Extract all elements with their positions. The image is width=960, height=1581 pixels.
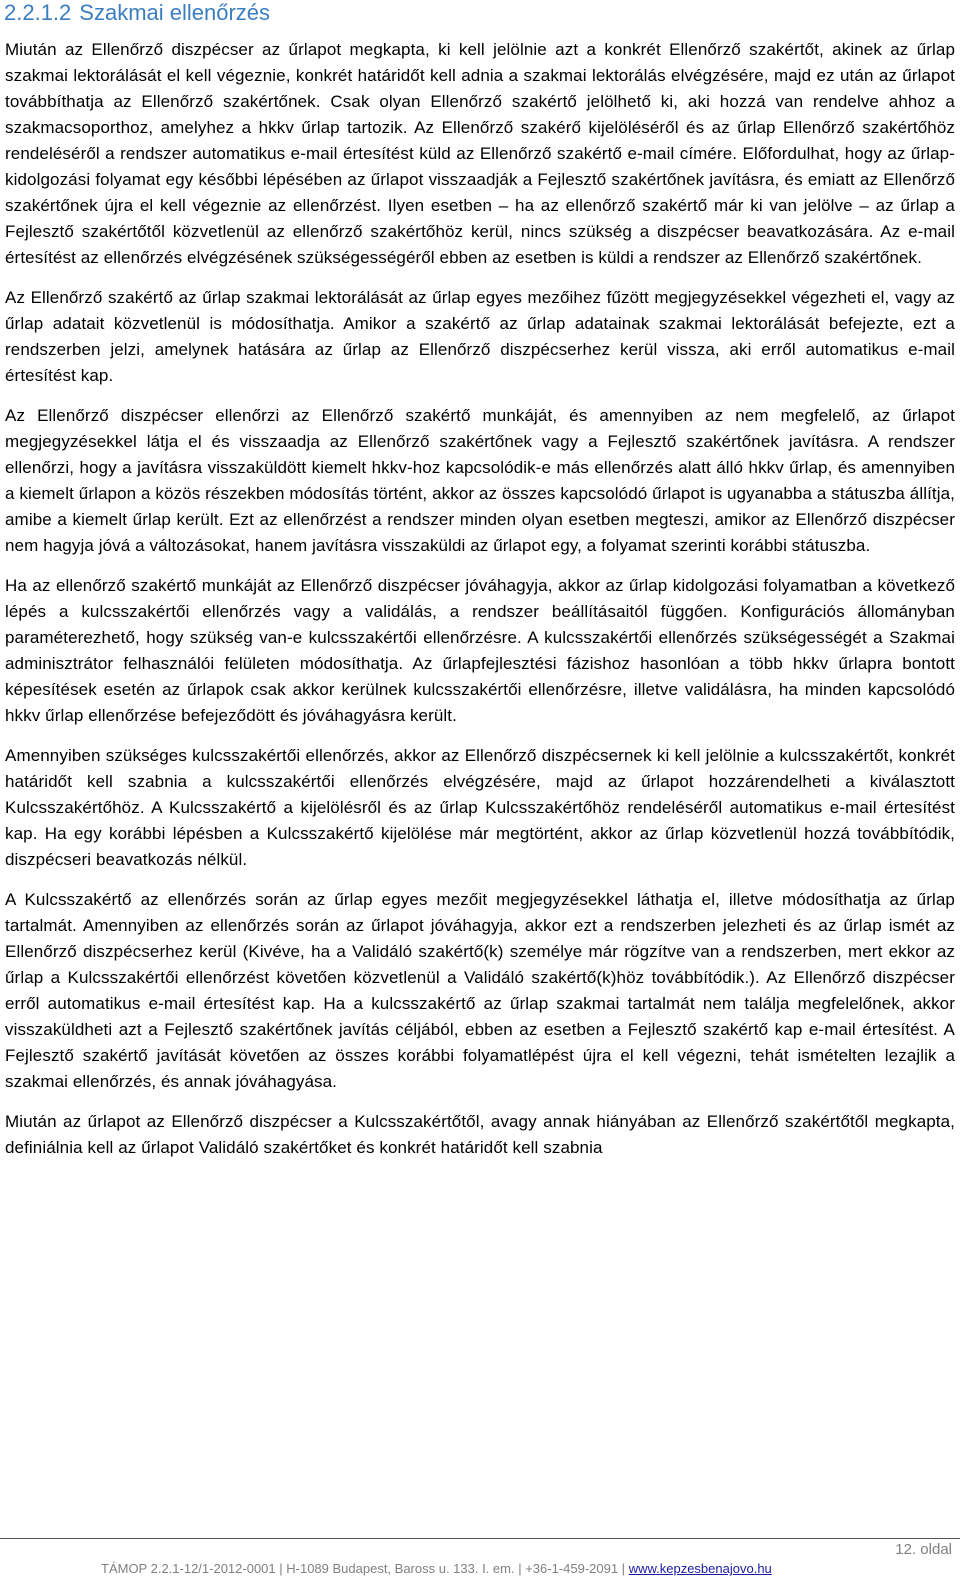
paragraph: Az Ellenőrző diszpécser ellenőrzi az Ellenőrző szakértő munkáját, és amennyiben az nem megfelelő, az űrlapot megjegyzésekkel látja el és visszaadja az Ellenőrző szakértőnek vagy a Fejlesztő szakértőnek javításra. A rendszer ellenőrzi, hogy a javításra visszaküldött kiemelt hkkv-hoz kapcsolódik-e más ellenőrzés alatt álló hkkv űrlap, és amennyiben a kiemelt űrlapon a közös részekben módosítás történt, akkor az összes kapcsolódó űrlapot is ugyanabba a státuszba állítja, amibe a kiemelt űrlap került. Ezt az ellenőrzést a rendszer minden olyan esetben megteszi, amikor az Ellenőrző diszpécser nem hagyja jóvá a változásokat, hanem javításra visszaküldi az űrlapot egy, a folyamat szerinti korábbi státuszba. (5, 406, 955, 555)
paragraph: Miután az Ellenőrző diszpécser az űrlapot megkapta, ki kell jelölnie azt a konkrét Ellenőrző szakértőt, akinek az űrlap szakmai lektorálását el kell végeznie, konkrét határidőt kell adnia a szakmai lektorálás elvégzésére, majd ez után az űrlapot továbbíthatja az Ellenőrző szakértőnek. Csak olyan Ellenőrző szakértő jelölhető ki, aki hozzá van rendelve ahhoz a szakmacsoporthoz, amelyhez a hkkv űrlap tartozik. Az Ellenőrző szakérő kijelöléséről és az űrlap Ellenőrző szakértőhöz rendeléséről a rendszer automatikus e-mail értesítést küld az Ellenőrző szakértő e-mail címére. Előfordulhat, hogy az űrlap-kidolgozási folyamat egy későbbi lépésében az űrlapot visszaadják a Fejlesztő szakértőnek javításra, és emiatt az Ellenőrző szakértőnek újra el kell végeznie az ellenőrzést. Ilyen esetben – ha az ellenőrző szakértő már ki van jelölve – az űrlap a Fejlesztő szakértőtől közvetlenül az ellenőrző szakértőhöz kerül, nincs szükség a diszpécser beavatkozására. Az e-mail értesítést az ellenőrzés elvégzésének szükségességéről ebben az esetben is küldi a rendszer az Ellenőrző szakértőnek. (5, 40, 955, 267)
footer-website-link[interactable]: www.kepzesbenajovo.hu (628, 1561, 772, 1576)
section-title: Szakmai ellenőrzés (79, 0, 271, 25)
paragraph: Miután az űrlapot az Ellenőrző diszpécser a Kulcsszakértőtől, avagy annak hiányában az Ellenőrző szakértőtől megkapta, definiálnia kell az űrlapot Validáló szakértőket és konkrét határidőt kell szabnia (5, 1112, 955, 1157)
paragraph: Ha az ellenőrző szakértő munkáját az Ellenőrző diszpécser jóváhagyja, akkor az űrlap kidolgozási folyamatban a következő lépés a kulcsszakértői ellenőrzés vagy a validálás, a rendszer beállításaitól függően. Konfigurációs állományban paraméterezhető, hogy szükség van-e kulcsszakértői ellenőrzésre. A kulcsszakértői ellenőrzés szükségességét a Szakmai adminisztrátor felhasználói felületen módosíthatja. Az űrlapfejlesztési fázishoz hasonlóan a több hkkv űrlapra bontott képesítések esetén az űrlapok csak akkor kerülnek kulcsszakértői ellenőrzésre, illetve validálásra, ha minden kapcsolódó hkkv űrlap ellenőrzése befejeződött és jóváhagyásra került. (5, 576, 955, 725)
paragraph: Amennyiben szükséges kulcsszakértői ellenőrzés, akkor az Ellenőrző diszpécsernek ki kell jelölnie a kulcsszakértőt, konkrét határidőt kell szabnia a kulcsszakértői ellenőrzés elvégzésére, majd az űrlapot hozzárendelheti a kiválasztott Kulcsszakértőhöz. A Kulcsszakértő a kijelölésről és az űrlap Kulcsszakértőhöz rendeléséről automatikus e-mail értesítést kap. Ha egy korábbi lépésben a Kulcsszakértő kijelölése már megtörtént, akkor az űrlap közvetlenül hozzá továbbítódik, diszpécseri beavatkozás nélkül. (5, 746, 955, 869)
body-text (5, 37, 955, 1175)
footer-info (101, 1561, 772, 1577)
page-number: 12. oldal (895, 1541, 952, 1558)
paragraph: Az Ellenőrző szakértő az űrlap szakmai lektorálását az űrlap egyes mezőihez fűzött megjegyzésekkel végezheti el, vagy az űrlap adatait közvetlenül is módosíthatja. Amikor a szakértő az űrlap adatainak szakmai lektorálását befejezte, ezt a rendszerben jelzi, amelynek hatására az űrlap az Ellenőrző diszpécserhez kerül vissza, aki erről automatikus e-mail értesítést kap. (5, 288, 955, 385)
footer-project-text: TÁMOP 2.2.1-12/1-2012-0001 | H-1089 Budapest, Baross u. 133. I. em. | +36-1-459-2091 | (101, 1561, 629, 1576)
section-number: 2.2.1.2 (4, 0, 72, 25)
section-heading (4, 0, 270, 26)
paragraph: A Kulcsszakértő az ellenőrzés során az űrlap egyes mezőit megjegyzésekkel láthatja el, illetve módosíthatja az űrlap tartalmát. Amennyiben az ellenőrzés során az űrlapot jóváhagyja, akkor ezt a rendszerben jelezheti és az űrlap ismét az Ellenőrző diszpécserhez kerül (Kivéve, ha a Validáló szakértő(k) személye már rögzítve van a rendszerben, mert ekkor az űrlap a Kulcsszakértői ellenőrzést követően közvetlenül a Validáló szakértő(k)höz továbbítódik.). Az Ellenőrző diszpécser erről automatikus e-mail értesítést kap. Ha a kulcsszakértő az űrlap szakmai tartalmát nem találja megfelelőnek, akkor visszaküldheti azt a Fejlesztő szakértőnek javítás céljából, ebben az esetben a Fejlesztő szakértő kap e-mail értesítést. A Fejlesztő szakértő javítását követően az összes korábbi folyamatlépést újra el kell végezni, tehát ismételten lezajlik a szakmai ellenőrzés, és annak jóváhagyása. (5, 890, 955, 1091)
footer-divider (0, 1538, 960, 1539)
